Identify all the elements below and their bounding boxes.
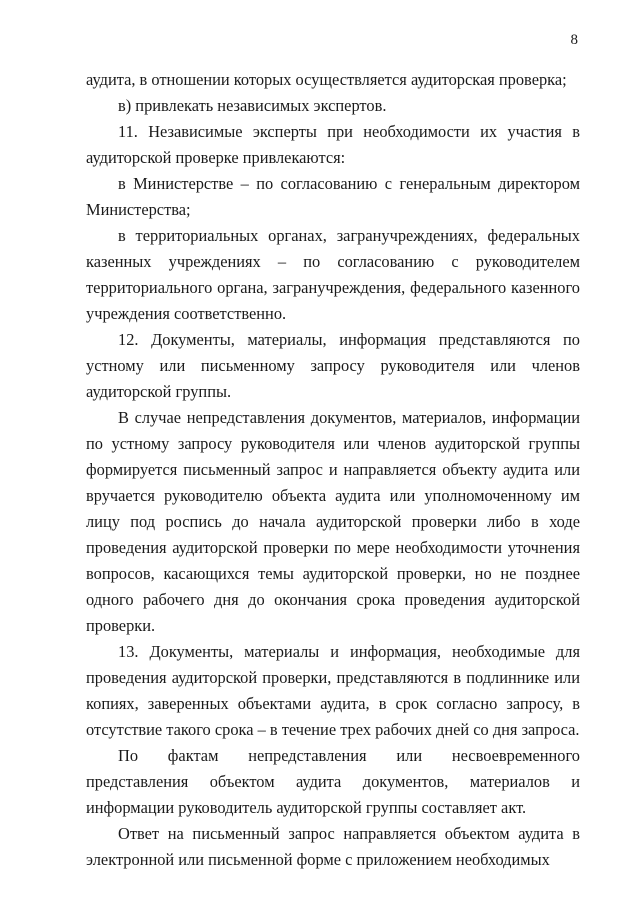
paragraph-territorial: в территориальных органах, загранучреждениях, федеральных казенных учреждениях – по согласованию с руководителем территориального органа, загранучреждения, федерального казенного учреждения соответственно. xyxy=(86,226,580,323)
paragraph-item-v: в) привлекать независимых экспертов. xyxy=(118,96,387,115)
paragraph-clause-11: 11. Независимые эксперты при необходимости их участия в аудиторской проверке привлекаются: xyxy=(86,122,580,167)
page-number: 8 xyxy=(570,32,578,48)
document-body xyxy=(86,67,580,873)
paragraph-clause-12: 12. Документы, материалы, информация представляются по устному или письменному запросу руководителя или членов аудиторской группы. xyxy=(86,330,580,401)
paragraph-written-request: В случае непредставления документов, материалов, информации по устному запросу руководителя или членов аудиторской группы формируется письменный запрос и направляется объекту аудита или вручается руководителю объекта аудита или уполномоченному им лицу под роспись до начала аудиторской проверки либо в ходе проведения аудиторской проверки по мере необходимости уточнения вопросов, касающихся темы аудиторской проверки, но не позднее одного рабочего дня до окончания срока проведения аудиторской проверки. xyxy=(86,408,580,635)
paragraph-ministry: в Министерстве – по согласованию с генеральным директором Министерства; xyxy=(86,174,580,219)
paragraph-act: По фактам непредставления или несвоевременного представления объектом аудита документов, материалов и информации руководитель аудиторской группы составляет акт. xyxy=(86,746,580,817)
paragraph-response: Ответ на письменный запрос направляется объектом аудита в электронной или письменной форме с приложением необходимых xyxy=(86,824,580,869)
paragraph-continuation: аудита, в отношении которых осуществляется аудиторская проверка; xyxy=(86,70,567,89)
paragraph-clause-13: 13. Документы, материалы и информация, необходимые для проведения аудиторской проверки, представляются в подлиннике или копиях, заверенных объектами аудита, в срок согласно запросу, в отсутствие такого срока – в течение трех рабочих дней со дня запроса. xyxy=(86,642,580,739)
